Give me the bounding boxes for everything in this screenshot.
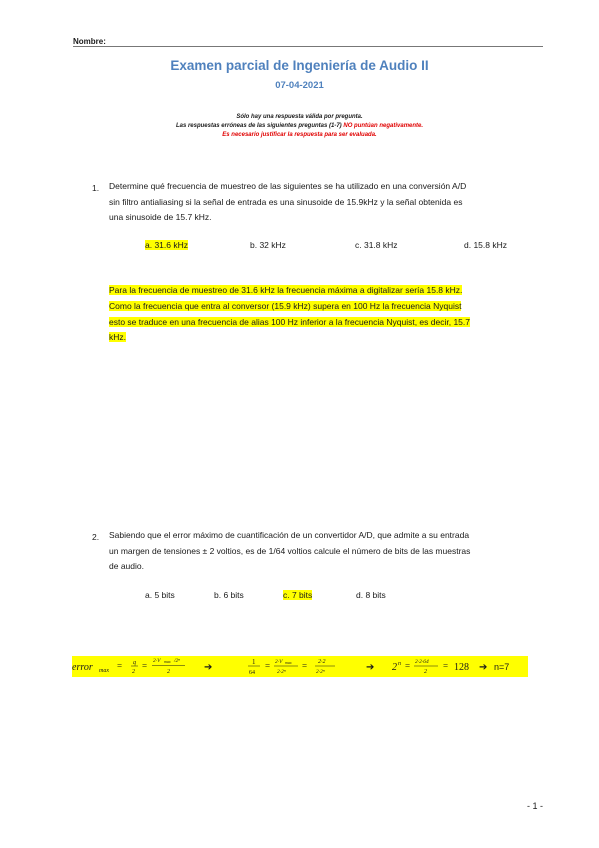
question-1-line: una sinusoide de 15.7 kHz.: [109, 212, 212, 222]
answer-line: esto se traduce en una frecuencia de alias 100 Hz inferior a la frecuencia Nyquist, es decir, 15.7: [109, 316, 470, 327]
question-2-option-b: b. 6 bits: [214, 590, 244, 600]
instruction-line-1: Sólo hay una respuesta válida por pregunta.: [236, 114, 363, 120]
answer-line: Como la frecuencia que entra al conversor (15.9 kHz) supera en 100 Hz la frecuencia Nyquist: [109, 300, 462, 311]
question-1-option-b: b. 32 kHz: [250, 240, 286, 250]
formula-frac2-num-sub: max: [285, 660, 292, 665]
question-2-option-a: a. 5 bits: [145, 590, 175, 600]
formula-frac2-den: 2·2ⁿ: [277, 669, 286, 675]
formula-highlight: [72, 656, 528, 677]
formula-q-num: q: [133, 660, 136, 666]
name-label: Nombre:: [73, 37, 106, 46]
question-1-line: sin filtro antialiasing si la señal de entrada es una sinusoide de 15.9kHz y la señal obtenida es: [109, 196, 463, 207]
question-2-option-d: d. 8 bits: [356, 590, 386, 600]
formula-equals: =: [117, 661, 123, 671]
formula-equals-3: =: [265, 661, 271, 671]
formula-frac2-num: 2·V: [275, 659, 283, 665]
formula-equals-6: =: [443, 661, 449, 671]
formula-frac3-den: 2·2ⁿ: [316, 669, 325, 675]
formula-pow-base: 2: [392, 662, 397, 673]
answer-line: kHz.: [109, 332, 126, 343]
formula-one: 1: [252, 658, 256, 666]
question-1-option-c: c. 31.8 kHz: [355, 240, 398, 250]
question-2-line: de audio.: [109, 561, 144, 571]
formula-equals-2: =: [142, 661, 148, 671]
formula-frac3-num: 2·2: [318, 659, 326, 665]
question-1-line: Determine qué frecuencia de muestreo de las siguientes se ha utilizado en una conversión A/D: [109, 181, 467, 191]
question-2-line: Sabiendo que el error máximo de cuantificación de un convertidor A/D, que admite a su entrada: [109, 530, 470, 540]
formula-final: n=7: [494, 662, 510, 672]
question-2-option-c: [283, 590, 312, 600]
formula-q-den: 2: [132, 669, 135, 675]
formula-sixtyfour: 64: [249, 670, 255, 676]
formula-frac4-den: 2: [424, 669, 427, 675]
instruction-line-3: Es necesario justificar la respuesta para ser evaluada.: [222, 132, 377, 138]
instruction-line-2-text: Las respuestas erróneas de las siguientes preguntas (1-7): [175, 123, 344, 129]
question-2-text: [109, 528, 549, 575]
instruction-line-2-warning: NO puntúan negativamente.: [343, 123, 424, 129]
question-2-line: un margen de tensiones ± 2 voltios, es de 1/64 voltios calcule el número de bits de las muestras: [109, 545, 471, 556]
formula-frac1-num-tail: /2ⁿ: [174, 658, 181, 664]
question-1-number: 1.: [92, 183, 100, 193]
formula-equals-4: =: [302, 661, 308, 671]
quantization-formula: [72, 656, 528, 677]
arrow-icon: ➔: [479, 662, 488, 673]
answer-line: Para la frecuencia de muestreo de 31.6 kHz la frecuencia máxima a digitalizar sería 15.8 kHz.: [109, 285, 463, 295]
page-number: - 1 -: [526, 801, 543, 811]
question-1-answer: [109, 283, 537, 346]
formula-pow-exp: n: [398, 661, 401, 667]
question-1-option-a: [145, 240, 188, 250]
formula-frac1-num-sub: max: [164, 659, 171, 664]
option-c-label: c. 7 bits: [283, 590, 313, 600]
question-1-option-d: d. 15.8 kHz: [464, 240, 507, 250]
formula-result: 128: [454, 662, 469, 673]
arrow-icon: ➔: [204, 662, 213, 673]
formula-equals-5: =: [405, 661, 411, 671]
formula-frac4-num: 2·2·64: [415, 659, 429, 665]
exam-date: 07-04-2021: [275, 80, 324, 91]
formula-error-sub: max: [99, 668, 109, 674]
option-a-label: a. 31.6 kHz: [145, 240, 188, 250]
question-1-text: [109, 179, 549, 226]
page-title: Examen parcial de Ingeniería de Audio II: [170, 58, 429, 73]
question-2-number: 2.: [92, 532, 100, 542]
header-rule: [73, 46, 543, 47]
formula-error-label: error: [72, 662, 93, 673]
instruction-line-2: [0, 123, 599, 129]
formula-frac1-num: 2·V: [153, 658, 161, 664]
formula-frac1-den: 2: [167, 669, 170, 675]
arrow-icon: ➔: [366, 662, 375, 673]
